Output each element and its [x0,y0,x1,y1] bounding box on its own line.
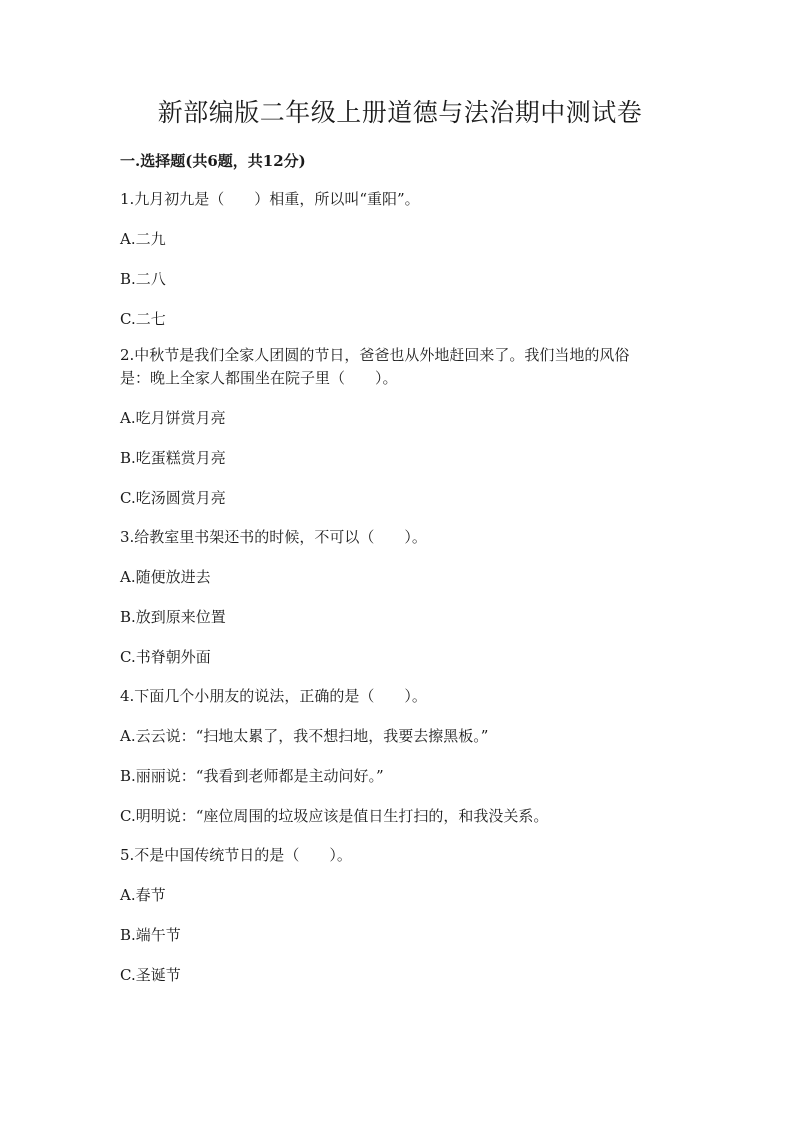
question-4-option-b: B.丽丽说：“我看到老师都是主动问好。” [120,767,384,785]
question-1-option-a: A.二九 [120,230,166,248]
question-3-option-a: A.随便放进去 [120,568,211,586]
question-3-stem: 3.给教室里书架还书的时候，不可以（ ）。 [120,528,427,546]
question-4-option-a: A.云云说：“扫地太累了，我不想扫地，我要去擦黑板。” [120,727,489,745]
question-2-stem-line-2: 是：晚上全家人都围坐在院子里（ ）。 [120,369,398,387]
question-3-option-c: C.书脊朝外面 [120,648,211,666]
question-5-stem: 5.不是中国传统节日的是（ ）。 [120,846,352,864]
question-1-option-b: B.二八 [120,270,166,288]
question-1-option-c: C.二七 [120,310,166,328]
question-5-option-a: A.春节 [120,886,166,904]
question-4-stem: 4.下面几个小朋友的说法，正确的是（ ）。 [120,687,427,705]
question-3-option-b: B.放到原来位置 [120,608,226,626]
page-title: 新部编版二年级上册道德与法治期中测试卷 [157,98,643,127]
question-2-option-c: C.吃汤圆赏月亮 [120,489,226,507]
question-4-option-c: C.明明说：“座位周围的垃圾应该是值日生打扫的，和我没关系。 [120,807,549,825]
question-2-option-b: B.吃蛋糕赏月亮 [120,449,226,467]
question-5-option-c: C.圣诞节 [120,966,181,984]
question-2-stem-line-1: 2.中秋节是我们全家人团圆的节日，爸爸也从外地赶回来了。我们当地的风俗 [120,346,630,364]
section-heading: 一.选择题(共6题，共12分) [120,152,306,170]
question-1-stem: 1.九月初九是（ ）相重，所以叫“重阳”。 [120,190,420,208]
question-5-option-b: B.端午节 [120,926,181,944]
question-2-option-a: A.吃月饼赏月亮 [120,409,226,427]
